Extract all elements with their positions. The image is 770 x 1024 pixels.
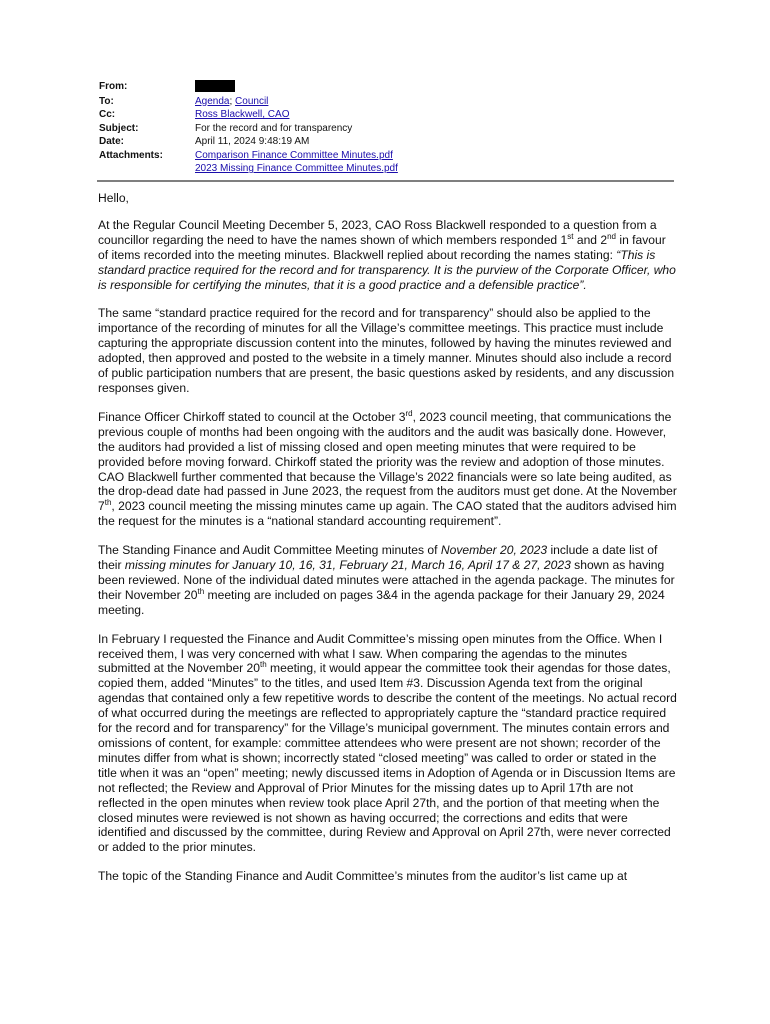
date-label: Date: — [99, 136, 125, 147]
header-divider — [97, 180, 674, 182]
to-council-link[interactable]: Council — [235, 95, 269, 107]
subject-value: For the record and for transparency — [195, 122, 353, 134]
attachments-label: Attachments: — [99, 149, 163, 161]
cc-label: Cc: — [99, 109, 116, 120]
blackwell-quote: “This is standard practice required for the record and for transparency. It is the purview of the Corporate Officer, who is responsible for certifying the minutes, that it is a good practice and a defensible practice”. — [98, 247, 676, 292]
email-header — [99, 80, 679, 176]
email-body — [98, 191, 678, 898]
paragraph-6: The topic of the Standing Finance and Audit Committee’s minutes from the auditor’s list came up at — [98, 869, 628, 884]
to-label: To: — [99, 95, 114, 107]
redacted-sender — [195, 80, 235, 92]
paragraph-2: The same “standard practice required for the record and for transparency” should also be applied to the importance of the recording of minutes for all the Village’s committee meetings. This practice must include capturing the appropriate discussion content into the minutes, followed by having the minutes reviewed and adopted, then approved and posted to the website in a timely manner. Minutes should also include a record of public participation numbers that are present, the basic questions asked by residents, and any discussion responses given. — [98, 306, 675, 395]
cc-link[interactable]: Ross Blackwell, CAO — [195, 109, 290, 120]
paragraph-3: Finance Officer Chirkoff stated to council at the October 3rd, 2023 council meeting, that communications the previous couple of months had been ongoing with the auditors and the audit was basically done. However, the auditors had provided a list of missing closed and open meeting minutes that were required to be provided before moving forward. Chirkoff stated the priority was the review and adoption of those minutes. CAO Blackwell further commented that because the Village’s 2022 financials were so late being audited, as the drop-dead date had passed in June 2023, the request from the auditors must get done. At the November 7th, 2023 council meeting the missing minutes came up again. The CAO stated that the auditors advised him the request for the minutes is a “national standard accounting requirement”. — [98, 408, 677, 529]
greeting: Hello, — [98, 191, 129, 205]
paragraph-5: In February I requested the Finance and Audit Committee’s missing open minutes from the Office. When I received them, I was very concerned with what I saw. When comparing the agendas to the minutes submitted at the November 20th meeting, it would appear the committee took their agendas for those dates, copied them, added “Minutes” to the titles, and used Item #3. Discussion Agenda text from the original agendas that contained only a few repetitive words to describe the content of the meetings. No actual record of what occurred during the meetings are reflected to appropriately capture the “standard practice required for the record and for transparency” for the Village’s municipal government. The minutes contain errors and omissions of content, for example: committee attendees who were present are not shown; recorder of the minutes differ from what is shown; incorrectly stated “closed meeting” was called to order or stated in the title when it was an “open” meeting; newly discussed items in Adoption of Agenda or in Discussion Items are not reflected; the Review and Approval of Prior Minutes for the missing dates up to April 17th are not reflected in the open minutes when review took place April 27th, and the portion of that meeting when the closed minutes were reviewed is not shown as having occurred; the corrections and edits that were identified and discussed by the committee, during Review and Approval on April 27th, were never corrected or added to the prior minutes. — [98, 631, 677, 855]
cc-row — [99, 108, 679, 122]
attachment-link-2[interactable]: 2023 Missing Finance Committee Minutes.pdf — [195, 163, 398, 174]
from-label: From: — [99, 81, 128, 92]
subject-label: Subject: — [99, 122, 139, 134]
paragraph-4: The Standing Finance and Audit Committee Meeting minutes of November 20, 2023 include a date list of their missing minutes for January 10, 16, 31, February 21, March 16, April 17 & 27, 2023 shown as having been reviewed. None of the individual dated minutes were attached in the agenda package. The minutes for their November 20th meeting are included on pages 3&4 in the agenda package for their January 29, 2024 meeting. — [98, 543, 675, 617]
from-row — [99, 80, 679, 95]
paragraph-1: At the Regular Council Meeting December 5, 2023, CAO Ross Blackwell responded to a question from a councillor regarding the need to have the names shown of which members responded 1st and 2nd in favour of items recorded into the meeting minutes. Blackwell replied about recording the names stating: “This is standard practice required for the record and for transparency. It is the purview of the Corporate Officer, who is responsible for certifying the minutes, that it is a good practice and a defensible practice”. — [98, 217, 676, 292]
to-agenda-link[interactable]: Agenda — [195, 95, 230, 107]
attachments-row — [99, 149, 679, 176]
date-value: April 11, 2024 9:48:19 AM — [195, 136, 310, 147]
date-row — [99, 135, 679, 149]
attachment-link-1[interactable]: Comparison Finance Committee Minutes.pdf — [195, 149, 393, 161]
to-row — [99, 95, 679, 109]
to-separator: ; — [229, 95, 236, 107]
subject-row — [99, 122, 679, 136]
